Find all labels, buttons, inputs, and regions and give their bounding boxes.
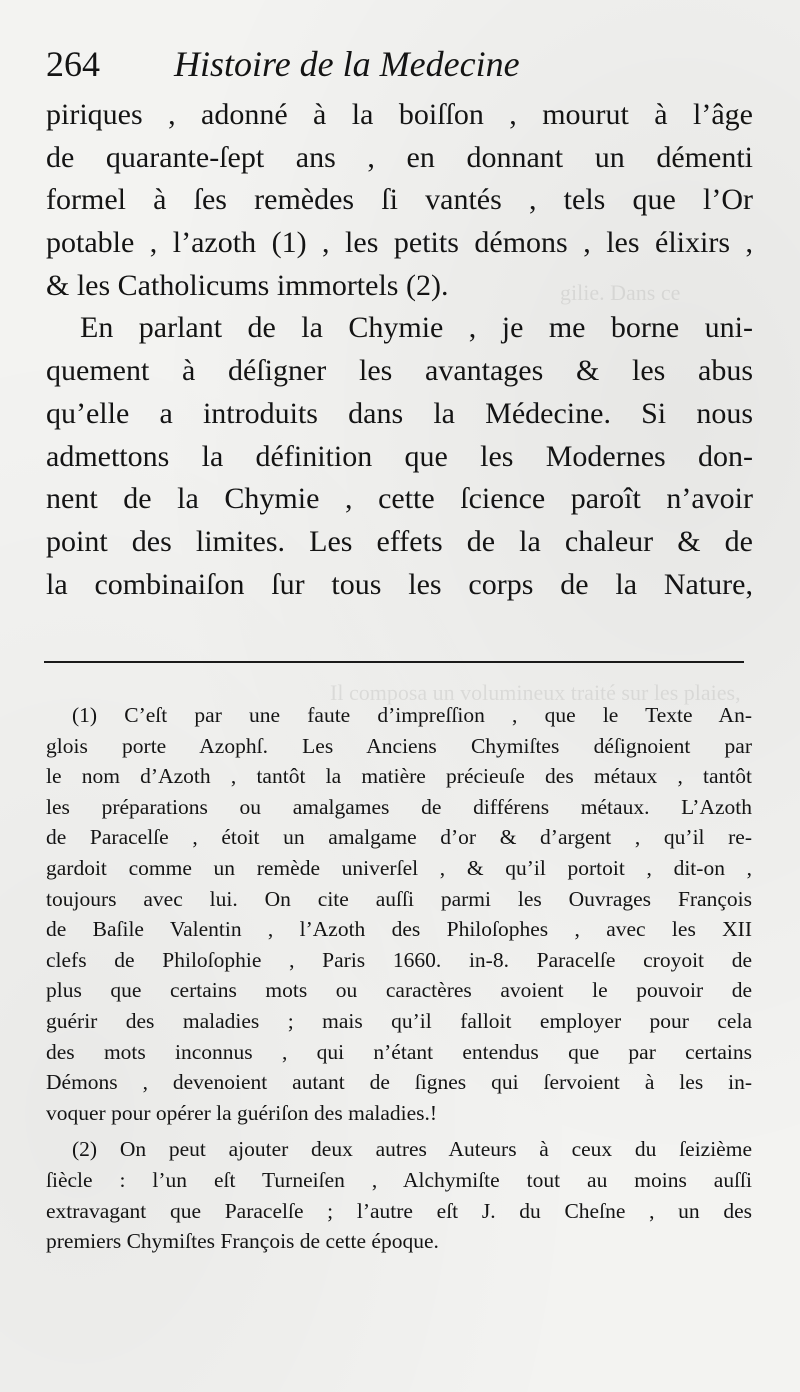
page-number: 264 xyxy=(46,44,100,84)
text-line: & les Catholicums immortels (2). xyxy=(46,268,449,302)
text-line: formel à ſes remèdes ſi vantés , tels que l’Or xyxy=(46,183,753,217)
footnote-line: plus que certains mots ou caractères avoient le pouvoir de xyxy=(46,978,752,1003)
text-line: qu’elle a introduits dans la Médecine. Si nous xyxy=(46,396,753,430)
footnote-line: les préparations ou amalgames de différens métaux. L’Azoth xyxy=(46,794,752,819)
show-through-text: gilie. Dans ce xyxy=(560,280,681,305)
main-text-block xyxy=(46,94,753,606)
page-header xyxy=(46,38,746,90)
text-line: potable , l’azoth (1) , les petits démons , les élixirs , xyxy=(46,226,753,260)
footnote-line: glois porte Azophſ. Les Anciens Chymiſtes déſignoient par xyxy=(46,733,752,758)
show-through-text: Il composa un volumineux traité sur les plaies, xyxy=(330,680,741,705)
footnote-line: gardoit comme un remède univerſel , & qu’il portoit , dit-on , xyxy=(46,855,752,880)
footnote-line: ſiècle : l’un eſt Turneiſen , Alchymiſte tout au moins auſſi xyxy=(46,1167,752,1192)
footnote-line: Démons , devenoient autant de ſignes qui ſervoient à les in- xyxy=(46,1070,752,1095)
footnotes-block xyxy=(46,700,752,1257)
text-line: nent de la Chymie , cette ſcience paroît n’avoir xyxy=(46,482,753,516)
footnote-line: guérir des maladies ; mais qu’il falloit employer pour cela xyxy=(46,1008,752,1033)
footnote-line: premiers Chymiſtes François de cette époque. xyxy=(46,1229,439,1254)
footnote-line: extravagant que Paracelſe ; l’autre eſt J. du Cheſne , un des xyxy=(46,1198,752,1223)
text-line: piriques , adonné à la boiſſon , mourut à l’âge xyxy=(46,98,753,131)
running-title: Histoire de la Medecine xyxy=(174,44,520,84)
footnote-line: de Paracelſe , étoit un amalgame d’or & d’argent , qu’il re- xyxy=(46,825,752,850)
text-line: admettons la définition que les Modernes don- xyxy=(46,439,753,473)
footnote-line: (2) On peut ajouter deux autres Auteurs à ceux du ſeizième xyxy=(72,1137,752,1162)
footnote-line: voquer pour opérer la guériſon des maladies.! xyxy=(46,1100,438,1125)
footnote-line: toujours avec lui. On cite auſſi parmi les Ouvrages François xyxy=(46,886,752,911)
footnote-line: des mots inconnus , qui n’étant entendus que par certains xyxy=(46,1039,752,1064)
text-line: la combinaiſon ſur tous les corps de la Nature, xyxy=(46,567,753,601)
footnote-line: (1) C’eſt par une faute d’impreſſion , que le Texte An- xyxy=(72,703,752,727)
text-line: point des limites. Les effets de la chaleur & de xyxy=(46,524,753,558)
text-line: En parlant de la Chymie , je me borne uni- xyxy=(80,311,753,345)
footnote-line: le nom d’Azoth , tantôt la matière précieuſe des métaux , tantôt xyxy=(46,764,752,789)
text-line: de quarante-ſept ans , en donnant un démenti xyxy=(46,140,753,174)
footnote-divider xyxy=(44,661,744,663)
footnote-line: de Baſile Valentin , l’Azoth des Philoſophes , avec les XII xyxy=(46,917,752,942)
text-line: quement à déſigner les avantages & les abus xyxy=(46,354,753,388)
footnote-line: clefs de Philoſophie , Paris 1660. in-8. Paracelſe croyoit de xyxy=(46,947,752,972)
